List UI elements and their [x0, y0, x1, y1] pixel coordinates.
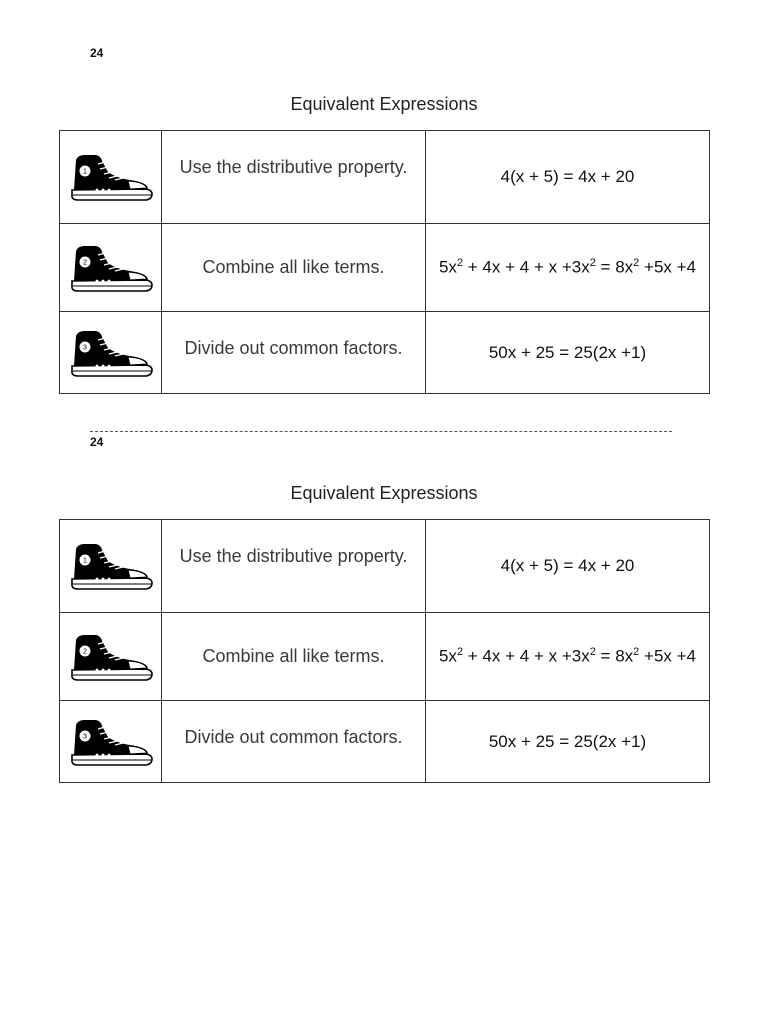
page-number: 24 [90, 435, 104, 449]
sneaker-icon [68, 328, 154, 378]
shoe-cell [60, 131, 162, 224]
shoe-badge-number: 1 [82, 168, 87, 176]
shoe-badge-number: 1 [82, 557, 87, 565]
sneaker-icon [68, 541, 154, 591]
page-title: Equivalent Expressions [290, 483, 478, 503]
instruction-cell: Combine all like terms. [162, 613, 426, 701]
expression-cell: $5x^2 + 4x + 4 + x +3x^2 = 8x^2 +5x +4$ [426, 224, 710, 312]
expression-cell: 50x + 25 = 25(2x +1) [426, 312, 710, 394]
shoe-cell [60, 701, 162, 783]
shoe-badge-number: 3 [82, 733, 87, 740]
table-row [60, 701, 710, 783]
table-row [60, 312, 710, 394]
shoe-badge-number: 2 [82, 259, 87, 266]
expressions-table [59, 130, 710, 394]
sneaker-icon [68, 717, 154, 767]
shoe-cell [60, 520, 162, 613]
worksheet-card-2 [0, 389, 768, 784]
table-row [60, 613, 710, 701]
sneaker-icon [68, 632, 154, 682]
expression-cell: 4(x + 5) = 4x + 20 [426, 520, 710, 613]
instruction-cell: Divide out common factors. [162, 701, 426, 783]
instruction-cell: Use the distributive property. [162, 520, 426, 613]
shoe-cell [60, 224, 162, 312]
shoe-badge-number: 3 [82, 344, 87, 351]
page-number: 24 [90, 46, 104, 60]
shoe-badge-number: 2 [82, 648, 87, 655]
worksheet-card-1 [0, 0, 768, 395]
expression-cell: 4(x + 5) = 4x + 20 [426, 131, 710, 224]
sneaker-icon [68, 243, 154, 293]
instruction-cell: Use the distributive property. [162, 131, 426, 224]
shoe-cell [60, 312, 162, 394]
table-row [60, 520, 710, 613]
shoe-cell [60, 613, 162, 701]
table-row [60, 224, 710, 312]
expression-cell: $5x^2 + 4x + 4 + x +3x^2 = 8x^2 +5x +4$ [426, 613, 710, 701]
instruction-cell: Divide out common factors. [162, 312, 426, 394]
page-title: Equivalent Expressions [290, 94, 478, 114]
instruction-cell: Combine all like terms. [162, 224, 426, 312]
expressions-table [59, 519, 710, 783]
table-row [60, 131, 710, 224]
expression-cell: 50x + 25 = 25(2x +1) [426, 701, 710, 783]
sneaker-icon [68, 152, 154, 202]
